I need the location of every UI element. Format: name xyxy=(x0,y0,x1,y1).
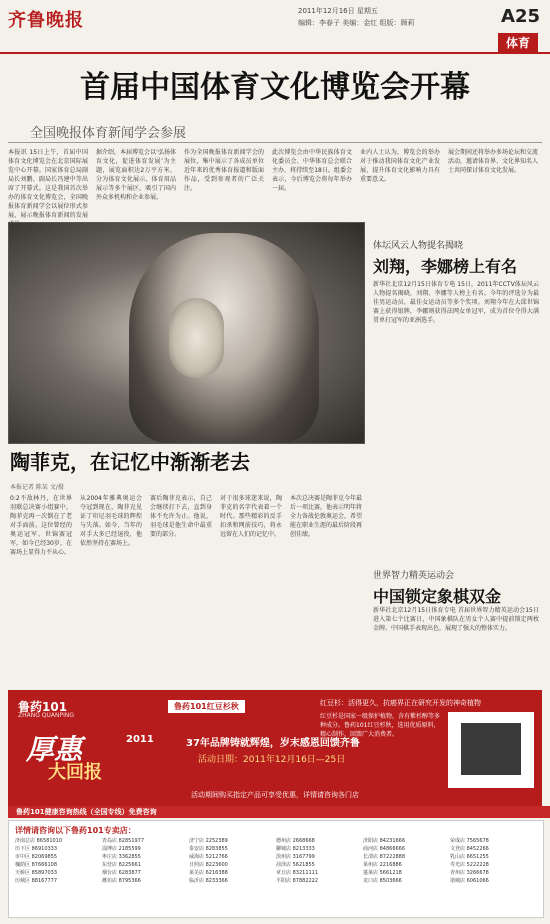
ad-product-badge: 鲁药101红豆杉秋 xyxy=(168,700,245,713)
newspaper-masthead: 齐鲁晚报 xyxy=(8,10,84,31)
ad-bottom-note: 活动期间购买指定产品可享受优惠，详情请咨询各门店 xyxy=(191,791,359,799)
section-label: 体育 xyxy=(498,33,538,52)
ad-right-text: 红豆杉是国家一级保护植物，含有紫杉醇等多种成分。鲁药101红豆杉秋，选用优质原料，精心制作，回馈广大消费者。 xyxy=(320,713,441,738)
issue-date: 2011年12月16日 星期五 xyxy=(298,7,378,15)
product-box-icon xyxy=(461,723,521,775)
main-article-column-3: 作为全国晚报体育新闻学会的展位，集中展示了各成员单位近年来的优秀体育报道和版面作品，受到参观者的广泛关注。 xyxy=(184,149,264,192)
main-article-column-2: 据介绍，本届博览会以‘弘扬体育文化，促进体育发展’为主题，展览面积达2万平方米，分为体育文化展示、体育用品展示等多个展区，吸引了国内外众多机构和企业参展。 xyxy=(96,149,176,201)
sidebar2-text: 新华社北京12月15日体育专电 首届世界智力精英运动会15日进入第七个比赛日，中国象棋队在男女个人赛中提前锁定两枚金牌。中国棋手表现出色，展现了强大的整体实力。 xyxy=(373,607,539,632)
ad-brand-sub: ZHANG QUANPING xyxy=(18,712,75,719)
page-number: A25 xyxy=(501,6,540,27)
sidebar2-title: 中国锁定象棋双金 xyxy=(373,587,502,606)
sidebar1-kicker: 体坛风云人物提名揭晓 xyxy=(373,241,464,251)
story-column-2: 从2004年雅典奥运会夺冠到现在，陶菲克见证了印尼羽毛球的辉煌与失落。如今，当年的对手大多已经退役，他依然坚持在赛场上。 xyxy=(80,495,142,547)
main-subhead: 全国晚报体育新闻学会参展 xyxy=(30,126,187,141)
store-column: 济阳店 84231666 商河店 84866666 长清店 87222888 莱州店 2216886 蓬莱店 5661218 龙口店 8503666 xyxy=(363,838,406,884)
ad-slogan: 37年品牌铸就辉煌，岁末感恩回馈齐鲁 xyxy=(186,738,360,749)
store-column: 济南总店 86581010 历下区 86910333 市中区 82069855 槐荫区 87666108 天桥区 85897033 历城区 88167777 xyxy=(15,838,63,884)
main-article-column-6: 展会期间还将举办多场论坛和交流活动，邀请体育界、文化界知名人士共同探讨体育文化发展。 xyxy=(448,149,539,174)
athlete-hand xyxy=(169,298,224,378)
athlete-figure xyxy=(129,233,319,443)
sidebar2-kicker: 世界智力精英运动会 xyxy=(373,571,455,581)
ad-right-title: 红豆杉：活得更久，抗癌界正在研究开发的神奇植物 xyxy=(320,699,481,707)
store-list-title: 详情请咨询以下鲁药101专卖店： xyxy=(15,826,136,835)
story-column-4: 对于很多球迷来说，陶菲克的名字代表着一个时代。那些精彩的反手扣杀和网前技巧，将永远留在人们的记忆中。 xyxy=(220,495,282,538)
ad-brand-logo: 鲁药101 xyxy=(18,700,68,714)
store-columns xyxy=(15,837,537,913)
story-column-1: 0:2不敌林丹，在世界羽联总决赛小组赛中，陶菲克再一次倒在了老对手面前。这位曾经的奥运冠军、世锦赛冠军，如今已经30岁，在赛场上显得力不从心。 xyxy=(10,495,72,556)
story-title: 陶菲克，在记忆中渐渐老去 xyxy=(10,450,250,474)
ad-product-image xyxy=(448,712,534,788)
advertisement-banner[interactable] xyxy=(8,690,542,806)
main-article-column-4: 此次博览会由中华民族体育文化委员会、中华体育总会联合主办，将持续至18日。组委会表示，今后博览会将每年举办一届。 xyxy=(272,149,352,192)
store-column: 德州店 2668668 聊城店 8213333 滨州店 3167799 菏泽店 5621855 章丘店 83211111 平阴店 87882222 xyxy=(276,838,319,884)
ad-period: 活动日期：2011年12月16日—25日 xyxy=(198,755,346,765)
store-column: 济宁店 2252389 泰安店 8283855 威海店 5212766 日照店 8223600 莱芜店 6216388 临沂店 8233366 xyxy=(189,838,228,884)
ad-year: 2011 xyxy=(126,734,154,745)
page-header xyxy=(0,0,550,54)
ad-promo-subtitle: 大回报 xyxy=(48,762,102,783)
headline-divider xyxy=(8,142,542,143)
sidebar1-title: 刘翔，李娜榜上有名 xyxy=(373,257,518,276)
main-headline: 首届中国体育文化博览会开幕 xyxy=(80,70,470,105)
hotline-bar: 鲁药101健康咨询热线（全国专线）免费咨询 xyxy=(8,806,550,818)
store-column: 青岛店 82851977 淄博店 2185599 枣庄店 3362855 东营店 8225661 烟台店 6283877 潍坊店 8795366 xyxy=(102,838,145,884)
athlete-photo xyxy=(8,222,365,444)
sidebar1-text: 新华社北京12月15日体育专电 15日，2011年CCTV体坛风云人物提名揭晓，刘翔、李娜等人榜上有名。今年的评选分为最佳男运动员、最佳女运动员等多个奖项。刘翔今年在大邱世锦赛上获得银牌，李娜则获得法网女单冠军，成为首位夺得大满贯单打冠军的亚洲选手。 xyxy=(373,281,539,324)
main-article-column-1: 本报讯 15日上午，首届中国体育文化博览会在北京国际展览中心开幕。国家体育总局副局长刘鹏、副局长冯建中等出席了开幕式。这是我国首次举办的体育文化博览会，全国晚报体育新闻学会以展位形式参展，展示晚报体育新闻的发展 xyxy=(8,149,88,219)
story-byline: 本报记者 陈某 文/摄 xyxy=(10,484,64,491)
store-list xyxy=(8,820,544,918)
editor-credits: 编辑：李春子 美编：金红 组版：顾莉 xyxy=(298,19,415,27)
store-column: 荣成店 7565678 文登店 8452266 乳山店 6651255 寿光店 5222228 青州店 3266678 诸城店 6061066 xyxy=(450,838,489,884)
main-article-column-5: 业内人士认为，博览会的举办对于推动我国体育文化产业发展、提升体育文化影响力具有重要意义。 xyxy=(360,149,440,183)
story-column-5: 本次总决赛是陶菲克今年最后一项比赛，他表示明年将全力备战伦敦奥运会，希望能在职业生涯的最后阶段再创佳绩。 xyxy=(290,495,363,538)
story-column-3: 赛后陶菲克表示，自己会继续打下去，直到身体不允许为止。他说，羽毛球是他生命中最重要的部分。 xyxy=(150,495,212,538)
ad-promo-title: 厚惠 xyxy=(26,733,83,766)
